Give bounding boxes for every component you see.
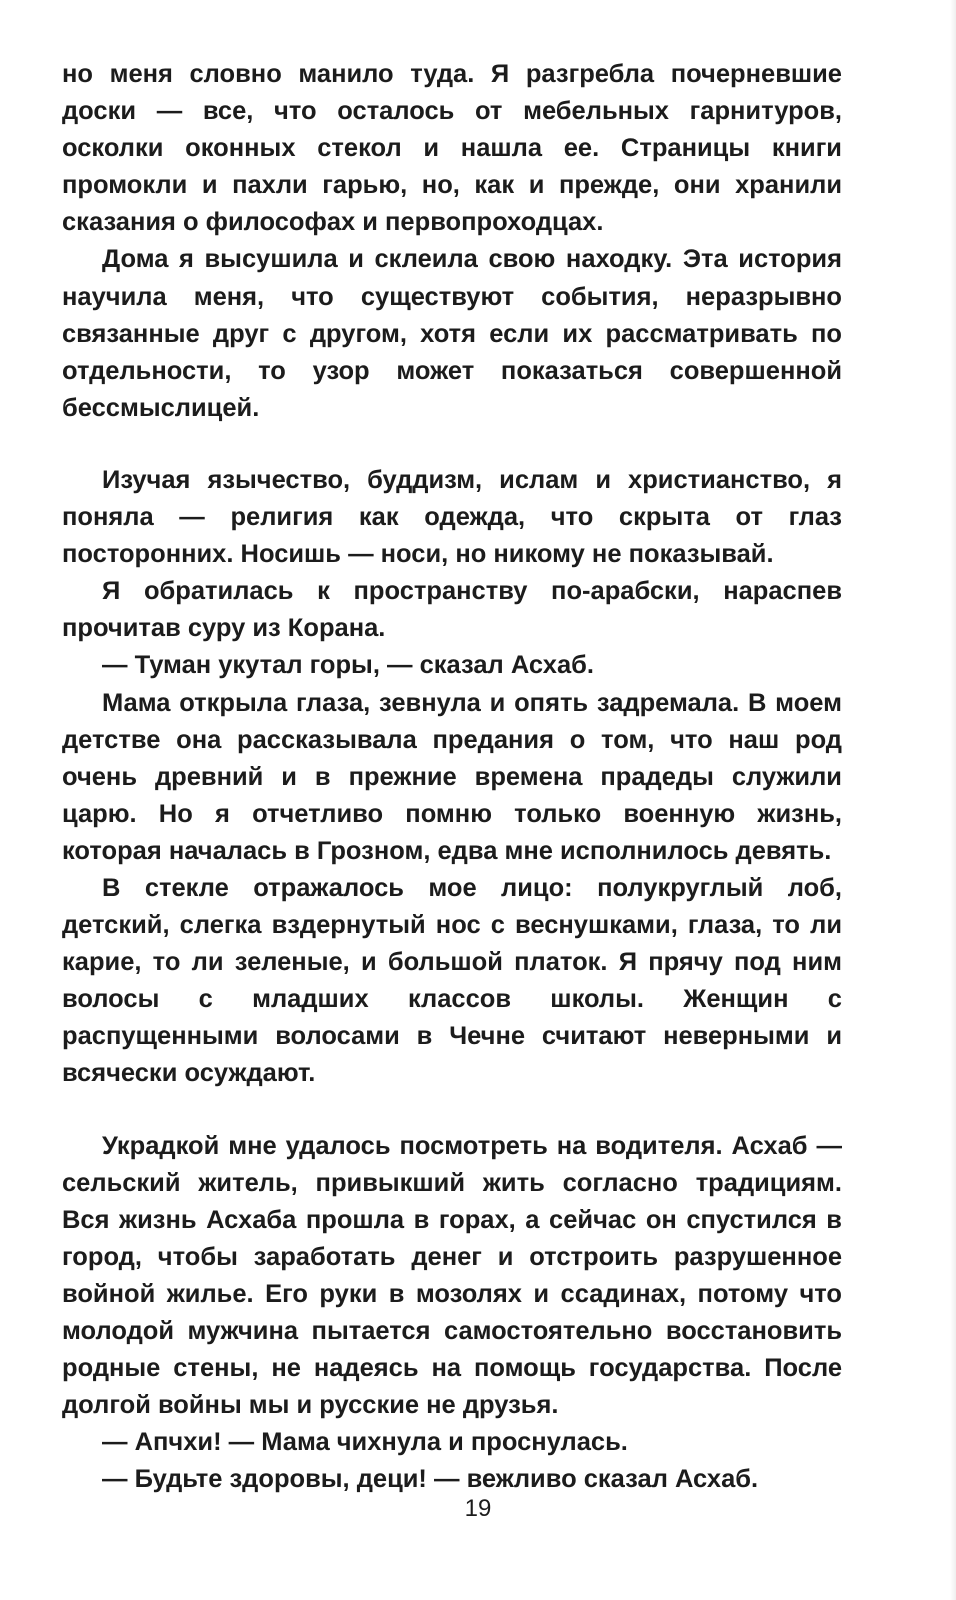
dialogue-line-2: — Апчхи! — Мама чихнула и проснулась. — [102, 1428, 628, 1457]
dialogue-line-1: — Туман укутал горы, — сказал Асхаб. — [102, 651, 594, 680]
paragraph-5: Мама открыла глаза, зевнула и опять задремала. В моем детстве она рассказывала предания о том, что наш род очень древний и в прежние времена прадеды служили царю. Но я отчетливо помню только военную жизнь, которая началась в Грозном, едва мне исполнилось девять. — [62, 688, 842, 865]
dialogue-line-3: — Будьте здоровы, деци! — вежливо сказал Асхаб. — [102, 1465, 759, 1494]
page-edge-shadow — [950, 0, 956, 1600]
page-number: 19 — [464, 1495, 492, 1522]
paragraph-1: но меня словно манило туда. Я разгребла почерневшие доски — все, что осталось от мебельных гарнитуров, осколки оконных стекол и нашла ее. Страницы книги промокли и пахли гарью, но, как и прежде, они хранили сказания о философах и первопроходцах. — [62, 60, 842, 237]
paragraph-7: Украдкой мне удалось посмотреть на водителя. Асхаб — сельский житель, привыкший жить согласно традициям. Вся жизнь Асхаба прошла в горах, а сейчас он спустился в город, чтобы заработать денег и отстроить разрушенное войной жилье. Его руки в мозолях и ссадинах, потому что молодой мужчина пытается самостоятельно восстановить родные стены, не надеясь на помощь государства. После долгой войны мы и русские не друзья. — [62, 1131, 842, 1420]
paragraph-3: Изучая язычество, буддизм, ислам и христианство, я поняла — религия как одежда, что скрыта от глаз посторонних. Носишь — носи, но никому не показывай. — [62, 465, 842, 569]
paragraph-6: В стекле отражалось мое лицо: полукруглый лоб, детский, слегка вздернутый нос с веснушками, глаза, то ли карие, то ли зеленые, и большой платок. Я прячу под ним волосы с младших классов школы. Женщин с распущенными волосами в Чечне считают неверными и всячески осуждают. — [62, 873, 842, 1088]
paragraph-2: Дома я высушила и склеила свою находку. Эта история научила меня, что существуют события, неразрывно связанные друг с другом, хотя если их рассматривать по отдельности, то узор может показаться совершенной бессмыслицей. — [62, 245, 842, 422]
paragraph-4: Я обратилась к пространству по-арабски, нараспев прочитав суру из Корана. — [62, 577, 842, 643]
book-page-text — [62, 56, 842, 1498]
